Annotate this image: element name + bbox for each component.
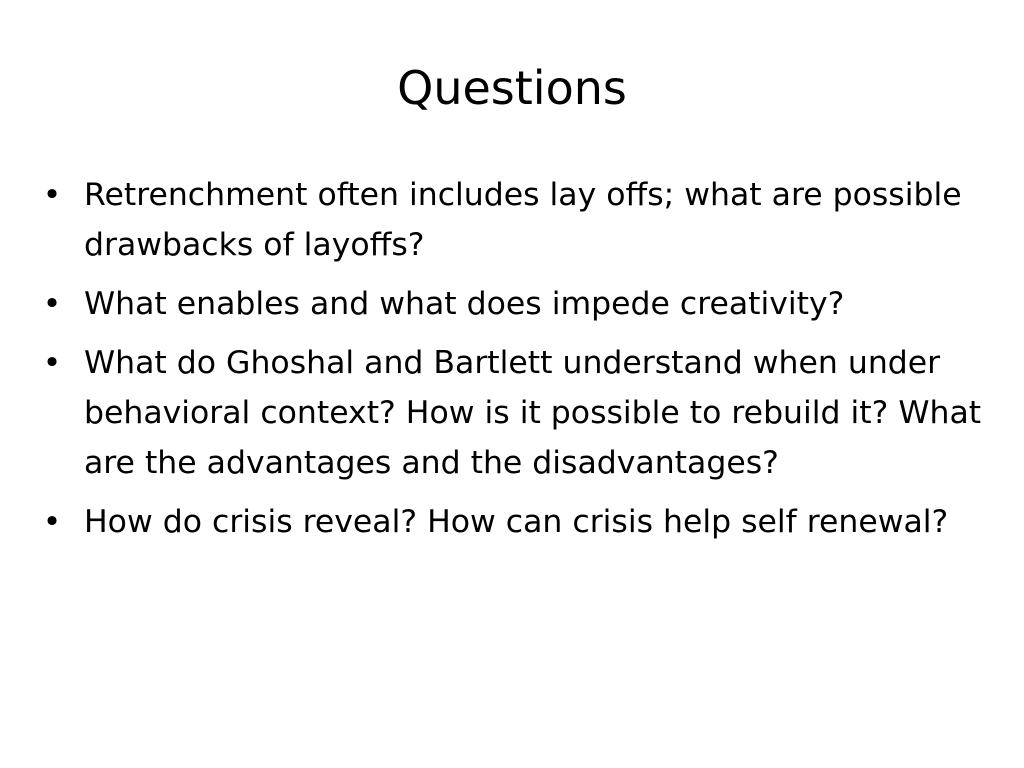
bullet-text: What do Ghoshal and Bartlett understand when under behavioral context? How is it possible to rebuild it? What are the advantages and the disadvantages? — [84, 345, 982, 481]
bullet-text: How do crisis reveal? How can crisis help self renewal? — [84, 504, 949, 540]
bullet-icon: • — [42, 504, 62, 540]
bullet-icon: • — [42, 177, 62, 213]
bullet-text: What enables and what does impede creativity? — [84, 286, 845, 322]
list-item — [40, 170, 1000, 270]
list-item — [40, 279, 1000, 329]
bullet-icon: • — [42, 345, 62, 381]
slide-title: Questions — [397, 61, 627, 115]
bullet-list — [40, 170, 1000, 556]
list-item — [40, 338, 1000, 488]
list-item — [40, 497, 1000, 547]
bullet-icon: • — [42, 286, 62, 322]
bullet-text: Retrenchment often includes lay offs; what are possible drawbacks of layoffs? — [84, 177, 962, 263]
